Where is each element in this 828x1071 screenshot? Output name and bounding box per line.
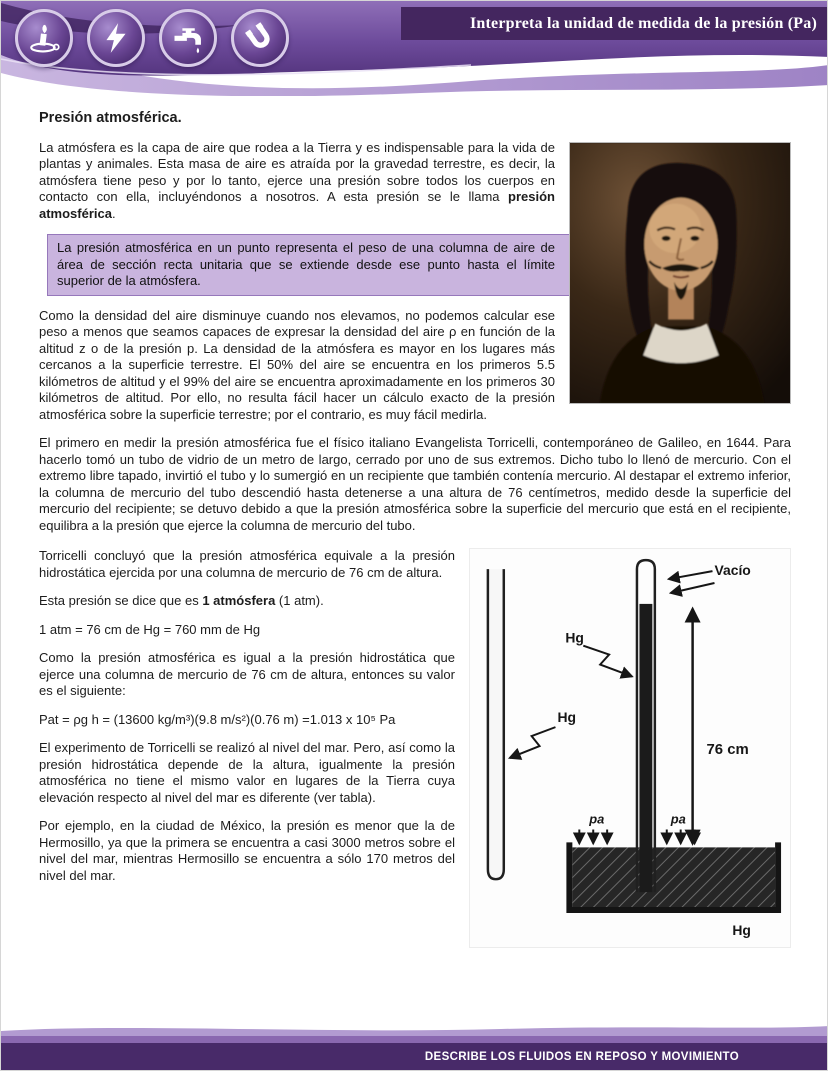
pa-label-left: pa <box>589 811 605 827</box>
footer-mid-band <box>1 1036 828 1043</box>
page-footer <box>1 1021 828 1070</box>
hg-arrow-mid <box>510 727 556 758</box>
faucet-icon <box>159 9 217 67</box>
paragraph-conclusion: Torricelli concluyó que la presión atmosférica equivale a la presión hidrostática ejercida por una columna de mercurio de 76 cm de altura. <box>39 548 455 580</box>
mercury-column <box>639 604 652 892</box>
torricelli-portrait <box>569 142 791 404</box>
mercury-reservoir <box>572 847 775 907</box>
vacuum-arrow-2 <box>671 583 715 593</box>
header-title: Interpreta la unidad de medida de la presión (Pa) <box>469 14 817 32</box>
barometer-figure <box>470 549 790 947</box>
barometer-diagram <box>469 548 791 948</box>
atm-text-1: Esta presión se dice que es <box>39 593 203 608</box>
equation-atm: 1 atm = 76 cm de Hg = 760 mm de Hg <box>39 621 261 637</box>
footer-bar <box>1 1043 828 1070</box>
intro-bold: presión atmosférica <box>39 189 555 221</box>
header-title-bar <box>401 7 828 40</box>
hg-label-bottom: Hg <box>732 921 751 938</box>
paragraph-example-cities: Por ejemplo, en la ciudad de México, la presión es menor que la de Hermosillo, ya que la primera se encuentra a casi 3000 metros sobre el nivel del mar, mientras Hermosillo se encuentra a sólo 170 metros del nivel del mar. <box>39 818 455 883</box>
footer-text: DESCRIBE LOS FLUIDOS EN REPOSO Y MOVIMIENTO <box>424 1050 739 1063</box>
formula-pressure: Pat = ρg h = (13600 kg/m³)(9.8 m/s²)(0.76 m) =1.013 x 10⁵ Pa <box>39 711 396 727</box>
two-column-section <box>39 548 791 938</box>
glass-tube-left <box>488 569 504 879</box>
page-heading: Presión atmosférica. <box>39 110 182 126</box>
page-content <box>1 96 828 954</box>
footer-wave <box>1 1021 828 1036</box>
atm-bold: 1 atmósfera <box>202 593 276 608</box>
hg-label-mid: Hg <box>557 709 577 726</box>
candle-icon <box>15 9 73 67</box>
paragraph-density: Como la densidad del aire disminuye cuando nos elevamos, no podemos calcular ese peso a menos que seamos capaces de expresar la densidad del aire ρ en función de la altitud z o de la presión p. La densidad de la atmósfera es mayor en los lugares más cercanos a la superficie terrestre. El 50% del aire se encuentra en los primeros 5.5 kilómetros de altitud y el 99% del aire se encuentra aproximadamente en los primeros 30 kilómetros de altitud. Por ello, no resulta fácil hacer un cálculo exacto de la presión atmosférica sobre la superficie terrestre; por el contrario, es muy fácil medirla. <box>39 307 555 422</box>
atm-text-2: (1 atm). <box>275 593 324 608</box>
vacuum-arrow-1 <box>669 571 713 579</box>
cm76-label: 76 cm <box>706 741 749 758</box>
paragraph-sea-level: El experimento de Torricelli se realizó al nivel del mar. Pero, así como la presión hidrostática depende de la altura, igualmente la presión atmosférica no tiene el mismo valor en lugares de la Tierra cuya elevación respecto al nivel del mar es diferente (ver tabla). <box>39 740 455 805</box>
definition-text: La presión atmosférica en un punto representa el peso de una columna de aire de área de sección recta unitaria que se extiende desde ese punto hasta el límite superior de la atmósfera. <box>57 240 555 288</box>
portrait-painting <box>570 143 790 403</box>
intro-text-2: . <box>111 205 116 221</box>
paragraph-hydrostatic: Como la presión atmosférica es igual a la presión hidrostática que ejerce una columna de mercurio de 76 cm de altura, entonces su valor es el siguiente: <box>39 650 455 698</box>
page-header <box>1 1 828 96</box>
hg-arrow-top <box>583 646 632 677</box>
paragraph-torricelli-history: El primero en medir la presión atmosférica fue el físico italiano Evangelista Torricelli, contemporáneo de Galileo, en 1644. Para hacerlo tomó un tubo de vidrio de un metro de largo, cerrado por uno de sus extremos. Dicho tubo lo llenó de mercurio. Con el extremo libre tapado, invirtió el tubo y lo sumergió en un recipiente que también contenía mercurio. Al destapar el extremo inferior, la columna de mercurio del tubo descendió hasta detenerse a una altura de 76 centímetros, medido desde la superficie del mercurio del recipiente; se detuvo debido a que la presión atmosférica sobre la superficie del mercurio que está en el recipiente, equilibra a la presión que ejerce la columna de mercurio del tubo. <box>39 435 791 533</box>
intro-text-1: La atmósfera es la capa de aire que rodea a la Tierra y es indispensable para la vida de plantas y animales. Esta masa de aire es atraída por la gravedad terrestre, es decir, la atmósfera tiene peso y por lo tanto, ejerce una presión sobre todos los cuerpos en contacto con ella, incluyéndonos a nosotros. A esta presión se le llama <box>39 139 555 204</box>
header-icons <box>15 9 289 67</box>
hg-label-top: Hg <box>565 629 584 646</box>
lightning-icon <box>87 9 145 67</box>
magnet-icon <box>231 9 289 67</box>
pa-label-right: pa <box>670 811 686 827</box>
vacuum-label: Vacío <box>714 562 751 579</box>
